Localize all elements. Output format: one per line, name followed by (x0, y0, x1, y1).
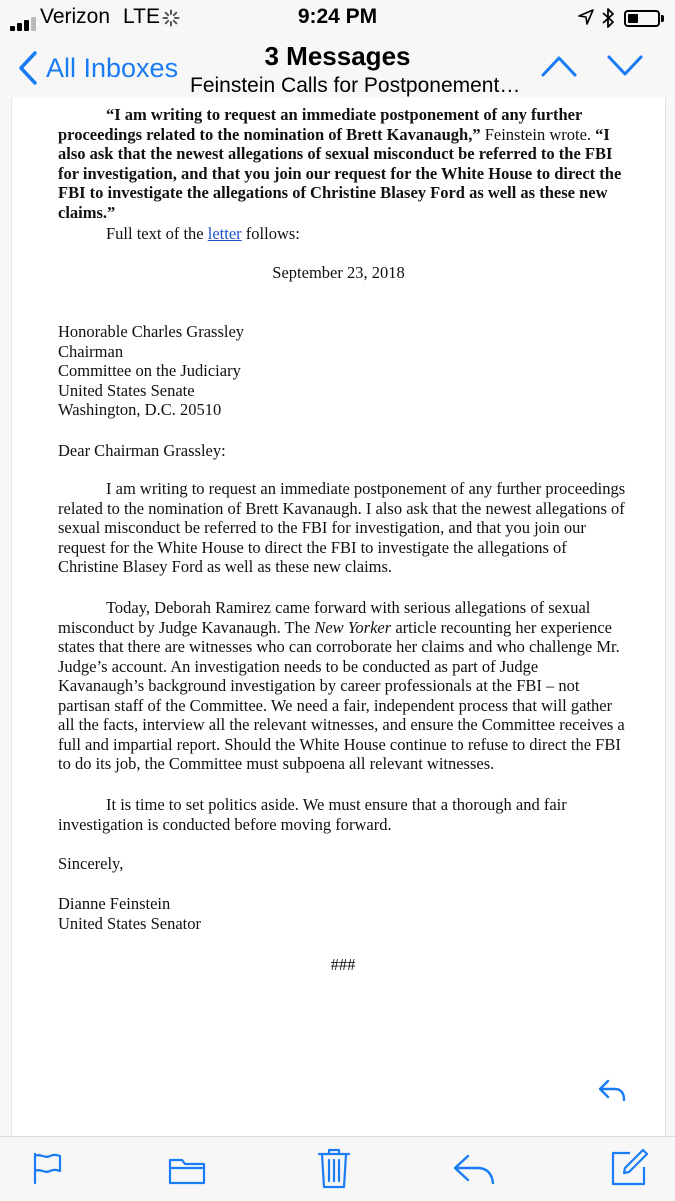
status-bar (0, 0, 675, 36)
folder-icon[interactable] (168, 1155, 206, 1185)
address-line: Honorable Charles Grassley (58, 322, 245, 341)
body-paragraph-2: Today, Deborah Ramirez came forward with serious allegations of sexual misconduct by Judge Kavanaugh. The New Yorker article recounting her experience states that there are witnesses who can corroborate her claims and who challenge Mr. Judge’s account. An investigation needs to be conducted as part of Judge Kavanaugh’s background investigation by career professionals at the FBI – not partisan staff of the Committee. We need a fair, independent process that will gather all the facts, interview all the relevant witnesses, and ensure the Committee receives a full and impartial report. Should the White House continue to refuse to direct the FBI to do its job, the Committee must subpoena all relevant witnesses. (58, 598, 625, 773)
letter-date: September 23, 2018 (272, 263, 405, 282)
signature-name: Dianne Feinstein (58, 894, 171, 913)
carrier-name: Verizon (40, 5, 111, 28)
signature-block (58, 894, 628, 933)
reply-icon[interactable] (452, 1153, 496, 1185)
chevron-left-icon (18, 51, 38, 85)
full-text-line (58, 224, 628, 244)
inline-reply-icon[interactable] (597, 1078, 627, 1104)
address-line: Washington, D.C. 20510 (58, 400, 222, 419)
end-mark: ### (330, 955, 356, 974)
battery-tip (661, 15, 664, 22)
closing: Sincerely, (58, 854, 124, 873)
trash-icon[interactable] (317, 1147, 351, 1189)
address-line: Committee on the Judiciary (58, 361, 241, 380)
full-text-prefix: Full text of the (106, 224, 208, 243)
signature-title: United States Senator (58, 913, 201, 933)
body-paragraph-1: I am writing to request an immediate postponement of any further proceedings related to the nomination of Brett Kavanaugh. I also ask that the newest allegations of sexual misconduct be referred to the FBI for investigation, and that you join our request for the White House to direct the FBI to investigate the allegations of Christine Blasey Ford as well as these new claims. (58, 479, 626, 576)
thread-subject: Feinstein Calls for Postponement… (190, 74, 521, 97)
address-block (58, 322, 628, 420)
lead-attribution: Feinstein wrote. (480, 124, 596, 144)
salutation: Dear Chairman Grassley: (58, 441, 226, 460)
back-button-label: All Inboxes (46, 52, 179, 83)
address-line: United States Senate (58, 380, 195, 400)
flag-icon[interactable] (30, 1151, 64, 1185)
address-line: Chairman (58, 341, 124, 361)
bottom-toolbar (0, 1136, 675, 1201)
body-paragraph-3: It is time to set politics aside. We must ensure that a thorough and fair investigation is conducted before moving forward. (58, 795, 567, 834)
bluetooth-icon (601, 7, 615, 29)
previous-message-button[interactable] (540, 54, 578, 78)
lead-quote-1: “I am writing to request an immediate postponement of any further proceedings related to the nomination of Brett Kavanaugh,” (58, 105, 583, 144)
clock: 9:24 PM (297, 5, 378, 28)
letter-link[interactable]: letter (207, 224, 242, 243)
lead-paragraph (58, 105, 628, 222)
battery-icon (624, 10, 660, 27)
publication-name: New Yorker (314, 617, 392, 637)
nav-bar (0, 36, 675, 98)
back-button[interactable] (18, 50, 178, 86)
full-text-suffix: follows: (241, 224, 300, 243)
lead-quote-2: “I also ask that the newest allegations of sexual misconduct be referred to the FBI for investigation, and that you join our request for the White House to direct the FBI to investigate the allegations of Christine Blasey Ford as well as these new claims.” (58, 124, 622, 222)
compose-icon[interactable] (610, 1147, 650, 1187)
next-message-button[interactable] (606, 54, 644, 78)
message-body (11, 98, 666, 1136)
location-arrow-icon (578, 9, 594, 25)
network-type: LTE (123, 5, 160, 28)
thread-count-title: 3 Messages (264, 41, 411, 71)
